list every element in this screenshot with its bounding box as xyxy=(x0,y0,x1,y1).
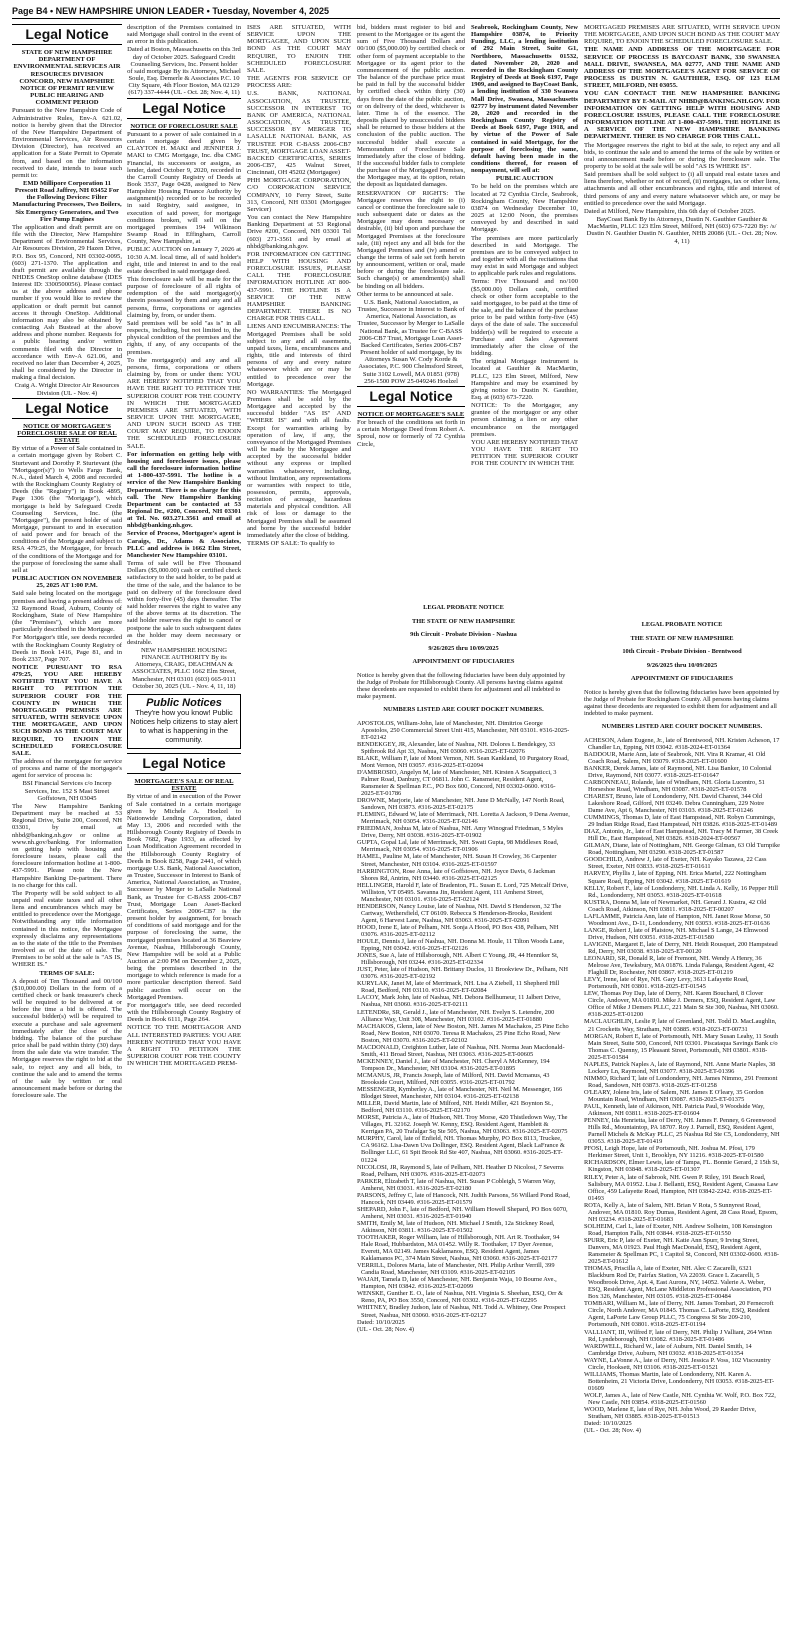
probate-entry: HELLINGER, Harold F, late of Bradenton, FL. Susan E. Lord, 725 Metcalf Drive, Williston, VT 05495. Savanna Jin, Resident Agent, 111 Amherst Street, Manchester, NH 03101. #316-2025-ET-02124 xyxy=(357,881,569,903)
probate-entry: BADDOUR, Marie Ann, late of Seabrook, NH. Vira R Kramar, 41 Old Coach Road, Salem, NH 03079. #318-2025-ET-01600 xyxy=(584,750,766,765)
probate-heading: THE STATE OF NEW HAMPSHIRE xyxy=(630,634,734,642)
probate-entry: GOODCHILD, Andrew J, late of Exeter, NH. Kayako Tazawa, 22 Cass Street, Exeter, NH 03833. #318-2025-ET-01611 xyxy=(584,856,767,871)
probate-entry: CUMMINGS, Thomas D, late of East Hampstead, NH. Robyn Cummings, 29 Indian Ridge Road, East Hampstead, NH 03826. #318-2025-ET-01489 xyxy=(584,814,778,829)
probate-entry: BLAKE, William F, late of Mont Vernon, NH. Sean Kankland, 10 Purgatory Road, Mont Vernon, NH 03057. #316-2025-ET-02094 xyxy=(357,754,569,769)
probate-entry: LEVY, Irene, late of Rye, NH. Gary Levy, 3613 Lafayette Road, Portsmouth, NH 03801. #318-2025-ET-01545 xyxy=(584,976,749,991)
probate-entry: (UL - Oct. 28; Nov. 4) xyxy=(584,1427,642,1435)
probate-heading: 9/26/2025 thru 10/09/2025 xyxy=(428,644,499,652)
notice-paragraph: RESERVATION OF RIGHTS: The Mortgagee reserves the right to (i) cancel or continue the foreclosure sale to such subsequent date or dates as the Mortgagee may deem necessary or desirable, (ii) bid upon and purchase the Mortgaged Premises at the foreclosure sale, (iii) reject any and all bids for the Mortgaged Premises and (iv) amend or change the terms of sale set forth herein by announcement, written or oral, made before or during the foreclosure sale. Such change(s) or amendment(s) shall be binding on all bidders. xyxy=(357,189,466,290)
notice-paragraph: NOTICE TO THE MORTGAGOR AND ALL INTERESTED PARTIES: YOU ARE HEREBY NOTIFIED THAT YOU HAVE A RIGHT TO PETITION THE SUPERIOR COURT FOR THE COUNTY IN WHICH THE MORTGAGED PREM- xyxy=(127,1024,241,1068)
probate-entry: Dated: 10/10/2025 xyxy=(584,1420,632,1428)
notice-paragraph: NO WARRANTIES: The Mortgaged Premises shall be sold by the Mortgagee and accepted by the successful bidder "AS IS" AND "WHERE IS" and with all faults. Except for warranties arising by operation of law, if any, the conveyance of the Mortgaged Premises will be made by the Mortgagee and accepted by the successful bidder without any express or implied warranties whatsoever, including, without limitation, any representations or warranties with respect to title, possession, permits, approvals, recitation of acreage, hazardous materials and physical condition. All risk of loss or damage to the Mortgaged Premises shall be assumed and borne by the successful bidder immediately after the close of bidding. xyxy=(247,388,351,539)
notice-title: NOTICE OF MORTGAGEE'S FORECLOSURE SALE OF REAL ESTATE xyxy=(17,422,117,445)
notice-signature: BayCoast Bank By its Attorneys, Dustin N. Gauthier Gauthier & MacMartin, PLLC 123 Elm Street, Milford, NH (603) 673-7220 By: /s/ Dustin N. Gauthier Dustin N. Gauthier, NHB 20086 (UL - Oct. 28; Nov. 4, 11) xyxy=(586,216,778,245)
probate-entry: (UL - Oct. 28; Nov. 4) xyxy=(357,1325,415,1333)
notice-signature: Dated at Boston, Massachusetts on this 3rd day of October 2025. Safeguard Credit Counseling Services, Inc. Present holder of said mortgage By its Attorneys, Michael Soule, Esq. Demerle & Associates P.C. 10 City Square, 4th Floor Boston, MA 02129 (617) 337-4444 (UL - Oct. 28; Nov. 4, 11) xyxy=(127,46,241,97)
notice-paragraph: LIENS AND ENCUMBRANCES: The Mortgaged Premises shall be sold subject to any and all easements, unpaid taxes, liens, encumbrances and rights, title and interests of third persons of any and every nature whatsoever which are or may be entitled to precedence over the Mortgage. xyxy=(247,323,351,388)
notice-paragraph: bid, bidders must register to bid and present to the Mortgagee or its agent the sum of Five Thousand Dollars and 00/100 ($5,000.00) by certified check or other form of payment acceptable to the Mortgagee or its agent prior to the commencement of the public auction. The balance of the purchase price must be paid in full by the successful bidder by certified check within thirty (30) days from the date of the public auction, or on delivery of the deed, whichever is later. Time is of the essence. The deposits placed by unsuccessful bidders shall be returned to those bidders at the conclusion of the public auction. The successful bidder shall execute a Memorandum of Foreclosure Sale immediately after the close of bidding. If the successful bidder fails to complete the purchase of the Mortgaged Premises, the Mortgagee may, at its option, retain the deposit as liquidated damages. xyxy=(357,24,465,189)
probate-entry: RICHARDSON, Elmer Lewis, late of Tampa, FL. Bonnie Gerard, 2 15th St, Kingston, NH 03848. #318-2025-ET-01307 xyxy=(584,1159,780,1174)
probate-entry: MCKENNEY, Daniel J., late of Manchester, NH. Cheryl A McKenney, 194 Tompson Dr., Manchester, NH 03104. #316-2025-ET-01895 xyxy=(357,1057,550,1072)
probate-heading: NUMBERS LISTED ARE COURT DOCKET NUMBERS. xyxy=(383,706,544,714)
notice-paragraph: Terms: Five Thousand and no/100 ($5,000.00) Dollars cash, certified check or other form acceptable to the said mortgagee, to be paid at the time of the sale, and the balance of the purchase price to be paid within forty-five (45) days of the date of sale. The successful bidder(s) will be required to execute a Purchase and Sales Agreement immediately after the close of the bidding. xyxy=(471,278,578,358)
probate-entry: GUPTA, Gopal Lal, late of Merrimack, NH. Swati Gupta, 98 Middlesex Road, Merrimack, NH 03054. #316-2025-ET-01906 xyxy=(357,839,559,854)
notice-paragraph: BSI Financial Services c/o Incorp Services, Inc. 152 S Mast Street Goffstown, NH 03045 xyxy=(22,780,112,802)
probate-entry: ACHESON, Adam Eugene, Jr., late of Brentwood, NH. Kristen Acheson, 17 Chandler Ln, Epping, NH 03042. #318-2024-ET-01364 xyxy=(584,736,780,751)
notice-paragraph: Pursuant to a power of sale contained in a certain mortgage deed given by CLAYTON H. MAKI and JENNIFER J. MAKI to CMG Mortgage, Inc. dba CMG Financial, its successors or assigns, as lender, dated October 9, 2020, recorded in the Carroll County Registry of Deeds at Book 3537, Page 0428, assigned to New Hampshire Housing Finance Authority by assignment(s) recorded or to be recorded in said Registry, said assignee, in execution of said power, for mortgage conditions broken, will sell on the mortgaged premises 194 Wilkinson Swamp Road in Effingham, Carroll County, New Hampshire, at xyxy=(127,130,241,246)
notice-paragraph: THE NAME AND ADDRESS OF THE MORTGAGEE FOR SERVICE OF PROCESS IS BAYCOAST BANK, 330 SWANSEA MALL DRIVE, SWANSEA, MA 02777, AND THE NAME AND ADDRESS OF THE MORTGAGEE'S AGENT FOR SERVICE OF PROCESS IS DUSTIN N. GAUTHIER, ESQ. OF 123 ELM STREET, MILFORD, NH 03055. xyxy=(584,46,780,90)
probate-entry: WILLIAMS, Thomas Martin, late of Londonderry, NH. Karen A. Bottenheim, 21 Victoria Drive, Londonderry, NH 03053. #318-2025-ET-01609 xyxy=(584,1370,775,1392)
probate-entry: PFOSI, Leigh Hope, late of Portsmouth, NH. Joshua M. Pfosi, 179 Herkimer Street, Unit 1, Brooklyn, NY 11216. #318-2025-ET-01580 xyxy=(584,1145,764,1160)
probate-entry: TOOTHAKER, Roger William, late of Hillsborough, NH. Art R. Toothaker, 94 Hale Road, Hubbardston, MA 01452. Willy R. Toothaker, 17 Dyer Avenue, Everett, MA 02149. James Kaklamanos, ESQ. Resident Agent, James Kaklamanos PC, 374 Main Street, Nashua, NH 03060. #316-2025-ET-02177 xyxy=(357,1234,560,1263)
probate-entry: SOLHEIM, Carl L, late of Exeter, NH. Andrew Solheim, 108 Kensington Road, Hampton Falls, NH 03844. #318-2025-ET-01550 xyxy=(584,1222,773,1237)
probate-heading: LEGAL PROBATE NOTICE xyxy=(423,604,504,612)
probate-entry: LANGE, Robert J, late of Plaistow, NH. Michael S Lange, 24 Elmwood Drive, Hudson, NH 03051. #318-2025-ET-01580 xyxy=(584,926,769,941)
probate-entry: FRIEDMAN, Joshua M, late of Nashua, NH. Amy Winograd Friedman, 5 Myles Drive, Derry, NH 03038. #316-2025-ET-01902 xyxy=(357,825,564,840)
probate-entry: ROTA, Kelly A, late of Salem, NH. Brian V Rota, 5 Sunnyrest Road, Andover, MA 01810. Roy Dumas, Resident Agent, 28 Cass Road, Epsom, NH 03234. #318-2025-ET-01683 xyxy=(584,1201,778,1223)
probate-entry: KELLY, Robert F., late of Londonderry, NH. Linda A. Kelly, 16 Pepper Hill Rd., Londonderry, NH 03053. #318-2025-ET-01618 xyxy=(584,884,779,899)
legal-notice-heading: Legal Notice xyxy=(12,398,122,419)
notice-paragraph: To the mortgagor(s) and any and all persons, firms, corporations or others claiming by, from or under them: YOU ARE HEREBY NOTIFIED THAT YOU HAVE THE RIGHT TO PETITION THE SUPERIOR COURT FOR THE COUNTY IN WHICH THE MORTGAGED PREMISES ARE SITUATED, WITH SERVICE UPON THE MORTGAGEE, AND UPON SUCH BOND AS THE COURT MAY REQUIRE, TO ENJOIN THE SCHEDULED FORECLOSURE SALE. xyxy=(127,356,241,450)
notice-paragraph: NOTICE PURSUANT TO RSA 479:25, YOU ARE HEREBY NOTIFIED THAT YOU HAVE A RIGHT TO PETITION THE SUPERIOR COURT FOR THE COUNTY IN WHICH THE MORTGAGED PREMISES ARE SITUATED, WITH SERVICE UPON THE MORTGAGEE, AND UPON SUCH BOND AS THE COURT MAY REQUIRE, TO ENJOIN THE SCHEDULED FORECLOSURE SALE. xyxy=(12,663,122,757)
probate-entry: D'AMBROSIO, Angelyn M, late of Manchester, NH. Kirsten A Scappaticci, 3 Palmer Road, Danbury, CT 06811. John C. Ransmeier, Resident Agent, Ransmeier & Spellman P.C., PO Box 600, Concord, NH 03302-0600. #316-2025-ET-01786 xyxy=(357,768,557,798)
probate-entry: MESSENGER, Kymberley A., late of Manchester, NH. Neil M. Messenger, 166 Blodget Street, Manchester, NH 03104. #316-2025-ET-02138 xyxy=(357,1086,563,1101)
probate-entry: PARSONS, Jeffrey C, late of Hancock, NH. Judith Parsons, 56 Willard Pond Road, Hancock, NH 03449. #316-2025-ET-01579 xyxy=(357,1191,570,1206)
probate-entry: VALLIANT, III, Wilfred F, late of Derry, NH. Philip J Valliant, 264 Winn Rd, Lyndeborough, NH 03082. #318-2025-ET-01486 xyxy=(584,1328,772,1343)
probate-entry: DROWNE, Marjorie, late of Manchester, NH. June D McNally, 147 North Road, Sandown, NH 03873. #316-2025-ET-02175 xyxy=(357,797,565,812)
notice-paragraph: A deposit of Ten Thousand and 00/100 ($10,000.00) Dollars in the form of a certified check or bank treasurer's check will be required to be delivered at or before the time a bid is offered. The successful bidder(s) will be required to execute a purchase and sale agreement immediately after the close of the bidding. The balance of the purchase price shall be paid within thirty (30) days from the sale date via wire transfer. The Mortgagee reserves the right to bid at the sale, to reject any and all bids, to continue the sale and to amend the terms of the sale by written or oral announcement made before or during the foreclosure sale. The xyxy=(12,977,122,1100)
probate-entry: RILEY, Peter A, late of Sabrook, NH. Gwen P. Riley, 191 Beach Road, Salisbury, MA 01952. Lisa J. Bellanti, ESQ, Resident Agent, Casassa Law Office, 459 Lafayette Road, Hampton, NH 03842-2242. #318-2025-ET-01493 xyxy=(584,1173,779,1202)
probate-entry: MACLAUGHLIN, Leslie P, late of Greenland, NH. Todd D. MacLaughlin, 21 Crocketts Way, Stratham, NH 03885. #318-2023-ET-00731 xyxy=(584,1018,777,1033)
probate-heading: NUMBERS LISTED ARE COURT DOCKET NUMBERS. xyxy=(601,723,763,731)
probate-entry: WAYNE, LaVonne A., late of Derry, NH. Jessica P. Voss, 102 Viscountry Circle, Hooksett, NH 03106. #318-2025-ET-01521 xyxy=(584,1356,771,1371)
notice-title: MORTGAGEE'S SALE OF REAL ESTATE xyxy=(134,778,234,793)
notice-paragraph: THE AGENTS FOR SERVICE OF PROCESS ARE: xyxy=(247,75,351,90)
notice-title: NOTICE OF FORECLOSURE SALE xyxy=(130,122,238,130)
notice-paragraph: U.S. BANK, NATIONAL ASSOCIATION, AS TRUSTEE, SUCCESSOR IN INTEREST TO BANK OF AMERICA, NATIONAL ASSOCIATION, AS TRUSTEE, SUCCESSOR BY MERGER TO LASALLE NATIONAL BANK, AS TRUSTEE FOR C-BASS 2006-CB7 TRUST, MORTGAGE LOAN ASSET-BACKED CERTIFICATES, SERIES 2006-CB7, 425 Walnut Street, Cincinnati, OH 45202 (Mortgagee) xyxy=(247,90,351,177)
probate-entry: MORGAN, Robert E, late of Portsmouth, NH. Mary Susan Leahy, 11 South Main Street, Suite 500, Concord, NH 03301. Piscataqua Savings Bank c/o Thomas C. Quenny, 15 Pleasant Street, Portsmouth, NH 03801. #318-2025-ET-01584 xyxy=(584,1032,779,1061)
notice-paragraph: Service of Process, Mortgagee's agent is Caraigs, Dr., Adams & Associates, PLLC and address is 1662 Elm Street, Manchester New Hampshire 03101. xyxy=(127,530,241,559)
probate-entry: SPURR, Eric P, late of Exeter, NH. Katie Ann Spurr, 9 Irving Street, Danvers, MA 01923. Paul Hugh MacDonald, ESQ, Resident Agent, Ransmeier & Spellman PC, 1 Capitol St, Concord, NH 03302-0600. #318-2025-ET-01612 xyxy=(584,1236,779,1266)
probate-heading: THE STATE OF NEW HAMPSHIRE xyxy=(411,617,516,625)
probate-entry: LACOY, Mark John, late of Nashua, NH. Debora Bellhumeur, 11 Jalbert Drive, Nashua, NH 03060. #316-2025-ET-02111 xyxy=(357,994,561,1009)
notice-paragraph: The application and draft permit are on file with the Director, New Hampshire Department of Environmental Services, Air Resources Division, 29 Hazen Drive, P.O. Box 95, Concord, NH 03302-0095, (603) 271-1370. The application and draft permit are available through the NHDES OneStop online database (IDES Interest ID: 3300500056). Please contact us at the above address and phone number if you would like to review the application or draft permit but cannot access it through OneStop. Additional information may also be obtained by contacting Ash Bustead at the above address and phone number. Requests for a public hearing and/or written comments filed with the Director in accordance with Env-A 621.06, and received no later than December 4, 2025, shall be considered by the Director in making a final decision. xyxy=(12,223,122,382)
notice-paragraph: The New Hampshire Banking Department may be reached at 53 Regional Drive, Suite 200, Concord, NH 03301, by email at nhbd@banking.nh.gov or online at www.nh.gov/banking. For information on getting help with housing and foreclosure issues, please call the foreclosure information hotline at 1-800-437-5991. Please note the New Hampshire Banking De-partment. There is no charge for this call. xyxy=(12,802,122,889)
probate-entry: NIMMO, Richard T, late of Londonderry, NH. James Nimmo, 291 Fremont Road, Sandown, NH 03873. #318-2025-ET-01258 xyxy=(584,1074,778,1089)
notice-paragraph: YOU CAN CONTACT THE NEW HAMPSHIRE BANKING DEPARTMENT BY E-MAIL AT NHBD@BANKING.NH.GOV. FOR INFORMATION ON GETTING HELP WITH HOUSING AND FORECLOSURE ISSUES, PLEASE CALL THE FORECLOSURE INFORMATION HOTLINE AT 1-800-437-5991. THE HOTLINE IS A SERVICE OF THE NEW HAMPSHIRE BANKING DEPARTMENT. THERE IS NO CHARGE FOR THIS CALL. xyxy=(584,90,780,141)
notice-paragraph: Said premises shall be sold subject to (i) all unpaid real estate taxes and liens therefore, whether or not of record, (ii) mortgages, tax or other liens, attachments and all other encumbrances and rights, title and interest of third persons of any and every nature whatsoever which are, or may be entitled to precedence over the said Mortgage. xyxy=(584,171,780,207)
notice-paragraph: Dated at Milford, New Hampshire, this 6th day of October 2025. xyxy=(584,207,756,215)
probate-entry: FLEMING, Edward W, late of Merrimack, NH. Loretta A Jackson, 9 Dena Avenue, Merrimack, NH 03054. #316-2025-ET-02146 xyxy=(357,811,570,826)
notice-paragraph: MORTGAGED PREMISES ARE SITUATED, WITH SERVICE UPON THE MORTGAGEE, AND UPON SUCH BOND AS THE COURT MAY REQUIRE, TO ENJOIN THE SCHEDULED FORECLOSURE SALE. xyxy=(584,24,780,46)
probate-entry: MORSE, Patricia A., late of Hudson, NH. Troy Morse, 420 Thistledown Way, The Villages, FL 32162. Joseph W. Kenny, ESQ. Resident Agent, Hamblett & Kerrigan PA, 20 Trafalgar Sq Ste 505, Nashua, NH 03063. #316-2025-ET-02075 xyxy=(357,1114,568,1136)
notice-paragraph: The Property will be sold subject to all unpaid real estate taxes and all other liens and encumbrances which may be entitled to precedence over the Mortgage. Notwithstanding any title information contained in this notice, the Mortgagee expressly disclaims any representations as to the state of the title to the Premises involved as of the date of sale. The Premises to be sold at the sale is "AS IS, WHERE IS." xyxy=(12,889,122,969)
probate-entry: THOMAS, Priscilla A, late of Exeter, NH. Alec C Zacarelli, 6321 Blackburn Rod Dr, Fairfax Station, VA 22039. Grace L Zacarelli, 5 Woodbrook Drive, Apt. 4, East Aurora, NY, 14052. Valerie A. Weber, ESQ, Resident Agent, McLane Middleton Professional Association, PO Box 326, Manchester, NH 03105. #318-2025-ET-00484 xyxy=(584,1265,772,1301)
notice-paragraph: For breach of the conditions set forth in a certain Mortgage Deed from Robert A. Sproul, now or formerly of 72 Cynthia Circle, xyxy=(357,419,465,448)
probate-entry: LETENDRe, SR, Gerald J., late of Manchester, NH. Evelyn S. Letendre, 200 Alliance Way, Unit 308, Manchester, NH 03102. #316-2025-ET-01880 xyxy=(357,1008,555,1023)
notice-paragraph: PHH MORTGAGE CORPORATION, C/O CORPORATION SERVICE COMPANY, 10 Ferry Street, Suite 313, Concord, NH 03301 (Mortgagee Servicer) xyxy=(247,177,351,213)
notice-paragraph: PUBLIC AUCTION on January 7, 2026 at 10:30 A.M. local time, all of said holder's right, title and interest in and to the real estate described in said mortgage deed. xyxy=(127,246,241,275)
notice-title: STATE OF NEW HAMPSHIRE DEPARTMENT OF ENVIRONMENTAL SERVICES AIR RESOURCES DIVISION CONCORD, NEW HAMPSHIRE NOTICE OF PERMIT REVIEW PUBLIC HEARING AND COMMENT PERIOD xyxy=(13,49,121,107)
column-4 xyxy=(357,24,466,448)
probate-entry-list xyxy=(357,720,570,1333)
probate-entry: SMITH, Emily M, late of Hudson, NH. Michael J Smith, 12a Stickney Road, Atkinson, NH 03811. #316-2025-ET-01502 xyxy=(357,1219,555,1234)
probate-entry: WHITNEY, Bradley Judson, late of Nashua, NH. Todd A. Whitney, One Prospect Street, Nashua, NH 03060. #316-2025-ET-02127 xyxy=(357,1304,566,1319)
probate-entry: MURPHY, Carol, late of Enfield, NH. Thomas Murphy, PO Box 8113, Truckee, CA 96162. Lisa-Dawn Uva Dollinger, ESQ. Resident Agent, Black LaFrance & Bollinger LLC, 61 Spit Brook Rd Ste 407, Nashua, NH 03060. #316-2025-ET-01224 xyxy=(357,1135,565,1164)
probate-entry: LAVIGNE, Margaret E, late of Derry, NH. Heidi Rousquet, 200 Hampstead Rd, Derry, NH 03038. #318-2025-ET-00120 xyxy=(584,940,778,955)
legal-notice-heading: Legal Notice xyxy=(357,386,465,407)
public-notices-title: Public Notices xyxy=(146,696,222,709)
probate-entry: Dated: 10/10/2025 xyxy=(357,1318,405,1326)
probate-entry: JONES, Sue A, late of Hillsborough, NH. Albert C Young, JR, 44 Henniker St, Hillsborough, NH 03244. #316-2025-ET-02334 xyxy=(357,952,559,967)
column-1 xyxy=(12,24,122,1630)
notice-paragraph: Seabrook, Rockingham County, New Hampshire 03874, to Priority Funding, LLC, a lending institution of 292 Main Street, Suite G1, Northboro, Massachusetts 01532, dated November 20, 2020 and recorded in the Rockingham County Registry of Deeds at Book 6197, Page 1909, and assigned to BayCoast Bank, a lending institution of 330 Swansea Mall Drive, Swansea, Massachusetts 02777 by instrument dated November 20, 2020 and recorded in the Rockingham County Registry of Deeds at Book 6197, Page 1918, and by virtue of the Power of Sale contained in said Mortgage, for the purpose of foreclosing the same, default having been made in the conditions thereof, for reason of nonpayment, will sell at: xyxy=(471,24,578,175)
public-notices-box xyxy=(127,694,241,749)
probate-notice-brentwood xyxy=(584,615,780,1620)
notice-paragraph: description of the Premises contained in said Mortgage shall control in the event of an error in this publication. xyxy=(127,24,241,46)
probate-entry: HENDERSON, Nancy Louise, late of Nashua, NH. David S Henderson, 32 The Cartway, Wethersfield, CT 06109. Rebecca S Henderson-Brooks, Resident Agent, 6 Harvest Lane, Nashua, NH 03063. #316-2025-ET-02091 xyxy=(357,902,562,924)
probate-heading: APPOINTMENT OF FIDUCIARIES xyxy=(412,658,515,666)
column-2 xyxy=(127,24,241,1630)
notice-paragraph: YOU ARE HEREBY NOTIFIED THAT YOU HAVE THE RIGHT TO PETITION THE SUPERIOR COURT FOR THE COUNTY IN WHICH THE xyxy=(471,438,578,468)
probate-entry: PENNEY, Ida Henrietta, late of Derry, NH. James F. Penney, 6 Greenwood Hills Rd., Mountaintop, PA 18707. Roy J. Parnell, ESQ, Resident Agent, Parnell Michels & McKay PLLC, 25 Nashua Rd Ste C5, Londonderry, NH 03053. #318-2025-ET-01419 xyxy=(584,1117,780,1146)
probate-entry: MACHAKOS, Glenn, late of New Boston, NH. James M Machakos, 25 Pine Echo Road, New Boston, NH 03070. Teresa R Machakos, 25 Pine Echo Road, New Boston, NH 03070. #316-2025-ET-02102 xyxy=(357,1022,569,1044)
public-notices-text: They're how you know! Public Notices help citizens to stay alert to what is happening in the community. xyxy=(130,707,238,744)
probate-heading: LEGAL PROBATE NOTICE xyxy=(641,621,723,629)
probate-entry: CARBONNEAU, Rolande, late of Windham, NH. Gloria Lucentro, 51 Horseshoe Road, Windham, NH 03087. #318-2025-ET-01578 xyxy=(584,778,765,793)
probate-heading: 10th Circuit - Probate Division - Brentwood xyxy=(622,648,742,656)
probate-entry: DIAZ, Antonio, Jr., late of East Hampstead, NH. Tracy M Farmer, 38 Creek Hill Dr., East Hampstead, NH 03826. #318-2024-ET-00567 xyxy=(584,828,779,843)
notice-paragraph: The original Mortgage instrument is located at Gauthier & MacMartin, PLLC, 123 Elm Street, Milford, New Hampshire and may be examined by giving notice to Dustin N. Gauthier, Esq. at (603) 673-7220. xyxy=(471,358,578,401)
notice-paragraph: For information on getting help with housing and foreclosure issues, please call the foreclosure information hotline at 1-800-437-5991. The hotline is a service of the New Hampshire Banking Department. There is no charge for this call. The New Hampshire Banking Department can be contacted at 53 Regional Dr., #200, Concord, NH 03301 at Tel. No. 603.271.3561 and email at nhbd@banking.nh.gov. xyxy=(127,450,241,530)
notice-paragraph: This foreclosure sale will be made for the purpose of foreclosure of all rights of redemption of the said mortgagor(s) therein possessed by them and any and all persons, firms, corporations or agencies claiming by, from, or under them. xyxy=(127,276,241,319)
probate-entry: HOULE, Dennis J, late of Nashua, NH. Donna M. Houle, 11 Tilton Woods Lane, Epping, NH 03042. #316-2025-ET-02126 xyxy=(357,938,565,953)
probate-entry: HARVEY, Phyllis J, late of Epping, NH. Erica Martel, 222 Nottingham Square Road, Epping, NH 03042. #318-2025-ET-01619 xyxy=(584,870,767,885)
notice-signature: NEW HAMPSHIRE HOUSING FINANCE AUTHORITY By its Attorneys, CRAIG, DEACHMAN & ASSOCIATES, PLLC 1662 Elm Street, Manchester, NH 03101 (603) 665-9111 October 30, 2025 (UL - Nov. 4, 11, 18) xyxy=(131,646,237,690)
probate-entry: BENDEKGEY, JR, Alexander, late of Nashua, NH. Dolores L Bendekgey, 33 Spitbrook Rd Apt 33, Nashua, NH 03060. #316-2025-ET-02076 xyxy=(357,740,556,755)
notice-paragraph: The address of the mortgagee for service of process and name of the mortgagee's agent for service of process is: xyxy=(12,758,122,780)
probate-entry: NAPLES, Patrick Naples A, late of Raymond, NH. Anne Marie Naples, 38 Lockery Ln, Raymond, NH 03077. #318-2025-ET-01396 xyxy=(584,1060,776,1075)
notice-paragraph: For mortgagor's title, see deed recorded with the Hillsborough County Registry of Deeds in Book 6111, Page 264. xyxy=(127,1001,241,1024)
probate-entry: O'LEARY, Jolene Iris, late of Salem, NH. James E O'leary, 35 Gordon Mountain Road, Windham, NH 03087. #318-2025-ET-01375 xyxy=(584,1088,764,1103)
legal-notice-heading: Legal Notice xyxy=(127,753,241,774)
probate-entry: LAFLAMME, Patricia Ann, late of Hampton, NH. Janet Rose Morse, 50 Woodmont Ave., D-11, Londonderry, NH 03053. #318-2025-ET-01636 xyxy=(584,912,771,927)
probate-intro: Notice is hereby given that the following fiduciaries have been appointed by the Judge of Probate for Rockingham County. All persons having claims against these decedents are requested to exhibit them for adjustment and all indebted to make payment. xyxy=(584,688,780,717)
column-6 xyxy=(584,24,780,584)
column-5 xyxy=(471,24,578,596)
notice-title: NOTICE OF MORTGAGEE'S SALE xyxy=(357,410,465,418)
probate-entry: WOOD, Marlene E, late of Rye, NH. John Wood, 29 Raeder Drive, Stratham, NH 03885. #318-2025-ET-01513 xyxy=(584,1406,757,1421)
notice-paragraph: Said sale being located on the mortgage premises and having a present address of: 32 Raymond Road, Auburn, County of Rockingham, State of New Hampshire (the "Premises"), which are more particularly described in the Mortgage. xyxy=(12,590,122,634)
probate-entry: APOSTOLOS, William-John, late of Manchester, NH. Dimitrios George Apostolos, 250 Commercial Street Unit 415, Manchester, NH 03101. #316-2025-ET-02142 xyxy=(357,719,570,741)
probate-heading: 9/26/2025 thru 10/09/2025 xyxy=(646,661,718,669)
notice-paragraph: By virtue of and in execution of the Power of Sale contained in a certain mortgage given by Michele A. Hoelzel to Nationwide Lending Corporation, dated May 13, 2006 and recorded with the Hillsborough County Registry of Deeds in Book 7682, Page 1933, as affected by Loan Modification Agreement recorded in the Hillsborough County Registry of Deeds in Book 8258, Page 2441, of which mortgage U.S. Bank, National Association, as Trustee, Successor in Interest to Bank of America, National Association, as Trustee, Successor by Merger to LaSalle National Bank, as Trustee for C-BASS 2006-CB7 Trust, Mortgage Loan Asset-Backed Certificates, Series 2006-CB7 is the present holder by assignment, for breach of conditions of said mortgage and for the purpose of foreclosing the same, the mortgaged premises located at 36 Beaview Avenue, Nashua, Hillsborough County, New Hampshire will be sold at a Public Auction at 2:00 PM on December 2, 2025, being the premises described in the mortgage to which reference is made for a more particular description thereof. Said public auction will occur on the Mortgaged Premises. xyxy=(127,793,241,1001)
header-rule xyxy=(12,18,780,19)
probate-entry: KURYLAK, Janet M, late of Merrimack, NH. Lisa A Ziebell, 11 Shepherd Hill Road, Bedford, NH 03110. #316-2025-ET-02084 xyxy=(357,980,560,995)
notice-paragraph: ISES ARE SITUATED, WITH SERVICE UPON THE MORTGAGEE, AND UPON SUCH BOND AS THE COURT MAY REQUIRE, TO ENJOIN THE SCHEDULED FORECLOSURE SALE. xyxy=(247,24,351,74)
probate-entry: PAUL, Kenneth, late of Atkinson, NH. Patricia Paul, 9 Woodside Way, Atkinson, NH 03811. #318-2025-ET-01604 xyxy=(584,1103,765,1118)
probate-entry-list xyxy=(584,737,780,1435)
probate-intro: Notice is hereby given that the following fiduciaries have been duly appointed by the Judge of Probate for Hillsborough County. All persons having claims against these decedents are requested to exhibit them for adjustment and all indebted to make payment. xyxy=(357,671,566,700)
legal-notice-heading: Legal Notice xyxy=(127,98,241,119)
probate-heading: APPOINTMENT OF FIDUCIARIES xyxy=(631,675,733,683)
notice-paragraph: The Mortgagee reserves the right to bid at the sale, to reject any and all bids, to continue the sale and to amend the terms of the sale by written or oral announcement made before or during the foreclosure sale. The property to be sold at the sale will be sold "AS IS WHERE IS". xyxy=(584,141,780,170)
probate-entry: MILLER, David Martin, late of Milford, NH. Heidi Miller, 421 Boynton St., Bedford, NH 03110. #316-2025-ET-02170 xyxy=(357,1100,554,1115)
probate-entry: GILMAN, Diane, late of Nottingham, NH. George Gilman, 63 Old Turnpike Road, Nottingham, NH 03290. #318-2025-ET-01587 xyxy=(584,842,781,857)
notice-signature: U.S. Bank, National Association, as Trustee, Successor in Interest to Bank of America, National Association, as Trustee, Successor by Merger to LaSalle National Bank, as Trustee for C-BASS 2006-CB7 Trust, Mortgage Loan Asset-Backed Certificates, Series 2006-CB7 Present holder of said mortgage, by its Attorneys Susan W. Cody Korde & Associates, P.C. 900 Chelmsford Street, Suite 3102 Lowell, MA 01851 (978) 256-1500 POW 25-049246 Hoelzel xyxy=(357,298,465,385)
legal-notice-heading: Legal Notice xyxy=(12,24,122,45)
notice-paragraph: To be held on the premises which are located at 72 Cynthia Circle, Seabrook, Rockingham County, New Hampshire 03874 on Wednesday December 10, 2025 at 12:00 Noon, the premises conveyed by and described in said Mortgage. xyxy=(471,183,578,234)
probate-entry: LEONARD, SR, Donald R, late of Fremont, NH. Wendy A Henry, 36 Melrose Ave, Tewksbury, MA 01876. Linda Falanga, Resident Agent, 42 Flaghill Dr, Rochester, NH 03867. #318-2025-ET-01219 xyxy=(584,955,774,977)
probate-entry: NICOLOSI, JR, Raymond S, late of Pelham, NH. Heather D Nicolosi, 7 Severns Road, Pelham, NH 03076. #316-2025-ET-02073 xyxy=(357,1163,564,1178)
probate-entry: MACDONALD, Creighton Luther, late of Nashua, NH. Norma Jean Macdonald-Smith, 411 Broad Street, Nashua, NH 03063. #316-2025-ET-00605 xyxy=(357,1043,565,1058)
probate-entry: WOLF, James A., late of New Castle, NH. Cynthia W. Wolf, P.O. Box 722, New Castle, NH 03854. #318-2025-ET-01560 xyxy=(584,1391,776,1406)
probate-entry: JUST, Peter, late of Hudson, NH. Brittany Duclos, 11 Brookview Dr., Pelham, NH 03076. #316-2025-ET-02192 xyxy=(357,966,568,981)
probate-heading: 9th Circuit - Probate Division - Nashua xyxy=(410,631,517,639)
probate-entry: WENSKE, Gunther E. O., late of Nashua, NH. Virginia S. Sheehan, ESQ, Orr & Reno, PA, PO Box 3550, Concord, NH 03302. #316-2025-ET-02295 xyxy=(357,1290,563,1305)
probate-entry: TOMBARI, William M., late of Derry, NH. James Tombari, 20 Fernecroft Circle, North Andover, MA 01845. Thomas C. LaPorte, ESQ, Resident Agent, LaPorte Law Group PLLC, 75 Congress St Ste 209-210, Portsmouth, NH 03801. #318-2025-ET-01194 xyxy=(584,1300,774,1329)
notice-paragraph: EMD Millipore Corporation 11 Prescott Road Jaffrey, NH 03452 For the Following Devices: Filter Manufacturing Processes, Two Boilers, Six Emergency Generators, and Two Fire Pump Engines xyxy=(12,179,122,223)
notice-paragraph: TERMS OF SALE: xyxy=(39,969,95,977)
probate-entry: LEW, Thomas Poy Dap, late of Derry, NH. Karen Bouchard, 8 Clover Circle, Andover, MA 01810. Mike J. Demers, ESQ, Resident Agent, Law Office of Mike J Demers PLLC, 221 Main St Ste 300, Nashua, NH 03060. #318-2025-ET-01200 xyxy=(584,990,779,1019)
notice-paragraph: NOTICE: To the Mortgagor, any grantee of the mortgagor or any other person claiming a lien or any other encumbrance on the mortgaged premises. xyxy=(471,402,578,438)
column-3 xyxy=(247,24,351,596)
probate-entry: BANKER, Derek James, late of Raymond, NH. Lisa Banker, 10 Colonial Drive, Raymond, NH 03077. #318-2025-ET-01647 xyxy=(584,764,772,779)
probate-entry: WAJAH, Tamela D, late of Manchester, NH. Benjamin Waja, 10 Bourne Ave., Hampton, NH 03842. #316-2025-ET-02099 xyxy=(357,1276,557,1291)
notice-paragraph: The premises are more particularly described in said Mortgage. The premises are to be conveyed subject to and together with all the recitations that may exist in said Mortgage and subject to applicable park rules and regulations. xyxy=(471,234,578,278)
notice-paragraph: PUBLIC AUCTION xyxy=(495,175,554,183)
probate-entry: HOOD, Irene E, late of Pelham, NH. Sonja A Hood, PO Box 438, Pelham, NH 03076. #316-2025-ET-02112 xyxy=(357,923,559,938)
notice-signature: Craig A. Wright Director Air Resources Division (UL - Nov. 4) xyxy=(14,382,120,397)
probate-entry: VERRILL, Dolores Maria, late of Manchester, NH. Philip Arthur Verrill, 399 Candia Road, Manchester, NH 03109. #316-2025-ET-02105 xyxy=(357,1262,555,1277)
probate-entry: HARRINGTON, Rose Anna, late of Goffstown, NH. Joyce Davis, 6 Jackman Shores Rd, Antrim, NH 03440. #316-2025-ET-02125 xyxy=(357,867,556,882)
notice-paragraph: Said premises will be sold "as is" in all respects, including, but not limited to, the physical condition of the premises and the rights, if any, of any occupants of the premises. xyxy=(127,319,241,356)
notice-paragraph: For Mortgagor's title, see deeds recorded with the Rockingham County Registry of Deeds in Book 1416, Page 81, and in Book 2337, Page 707. xyxy=(12,634,122,663)
probate-entry: MCMANUS, JR, Francis Joseph, late of Milford, NH. David Mcmanus, 43 Brookside Court, Milford, NH 03055. #316-2025-ET-01792 xyxy=(357,1071,550,1086)
notice-paragraph: By virtue of a Power of Sale contained in a certain mortgage given by Robert C. Sturtevant and Dorothy P. Sturtevant (the "Mortgagor(s)") to Wells Fargo Bank, N.A., dated March 4, 2008 and recorded with the Rockingham County Registry of Deeds (the "Registry") in Book 4895, Page 1306 (the "Mortgage"), which mortgage is held by Safeguard Credit Counseling Services, Inc. (the "Mortgagee"), the present holder of said Mortgage, pursuant to and in execution of said power and for breach of the conditions of the Mortgage and subject to RSA 479:25, the Mortgagee, for breach of the conditions of the Mortgage and for the purpose of foreclosing the same shall sell at xyxy=(12,445,122,574)
notice-paragraph: FOR INFORMATION ON GETTING HELP WITH HOUSING AND FORECLOSURE ISSUES, PLEASE CALL THE FORECLOSURE INFORMATION HOTLINE AT 800-437-5991. THE HOTLINE IS A SERVICE OF THE NEW HAMPSHIRE BANKING DEPARTMENT. THERE IS NO CHARGE FOR THIS CALL. xyxy=(247,250,351,323)
notice-paragraph: Pursuant to the New Hampshire Code of Administrative Rules, Env-A 621.02, notice is hereby given that the Director of the New Hampshire Department of Environmental Services, Air Resources Division (Director), has received an application for a State Permit to Operate from, and based on the information received to date, intends to issue such permit to: xyxy=(12,107,122,179)
probate-entry: SHEPARD, John F., late of Bedford, NH. William Howell Shepard, PO Box 6070, Amherst, NH 03031. #316-2025-ET-01940 xyxy=(357,1205,568,1220)
probate-entry: PARKER, Elizabeth T, late of Nashua, NH. Susan P Cobleigh, 5 Warren Way, Amherst, NH 03031. #316-2025-ET-02180 xyxy=(357,1177,556,1192)
notice-paragraph: PUBLIC AUCTION ON NOVEMBER 25, 2025 AT 1:00 P.M. xyxy=(12,575,122,590)
probate-entry: KUSTRA, Donna M, late of Newmarket, NH. Gerard J. Kustra, 42 Old Coach Road, Atkinson, NH 03811. #318-2025-ET-00207 xyxy=(584,898,767,913)
notice-paragraph: TERMS OF SALE: To qualify to xyxy=(247,540,335,548)
probate-entry: HAMEL, Pauline M, late of Manchester, NH. Susan H Crowley, 36 Carpenter Street, Manchester, NH 03104. #316-2025-ET-01597 xyxy=(357,853,557,868)
page-header: Page B4 • NEW HAMPSHIRE UNION LEADER • Tuesday, November 4, 2025 xyxy=(12,6,330,16)
notice-paragraph: You can contact the New Hampshire Banking Department at 53 Regional Drive #200, Concord, NH 03301 Tel (603) 271-3561 and by email at nhbd@banking.nh.gov. xyxy=(247,214,351,250)
probate-entry: CHAREST, Bruno, late of Londonderry, NH. David Charest, 344 Old Lakeshore Road, Gilford, NH 03249. Debra Cunningham, 229 Notre Dame Ave, Apt 6, Manchester, NH 03103. #318-2025-ET-01246 xyxy=(584,792,765,815)
notice-paragraph: Other terms to be announced at sale. xyxy=(357,290,454,298)
notice-paragraph: Terms of sale will be Five Thousand Dollars ($5,000.00) cash or certified check satisfactory to the said holder, to be paid at the time of the sale, and the balance to be paid on delivery of the foreclosure deed within forty-five (45) days thereafter. The said holder reserves the right to waive any of the above terms at its discretion. The said holder reserves the right to cancel or postpone the sale to such subsequent dates as the holder may deem necessary or desirable. xyxy=(127,560,241,646)
probate-entry: WARDWELL, Richard W., late of Auburn, NH. Daniel Smith, 14 Cambridge Drive, Auburn, NH 03032. #318-2025-ET-01354 xyxy=(584,1342,752,1357)
